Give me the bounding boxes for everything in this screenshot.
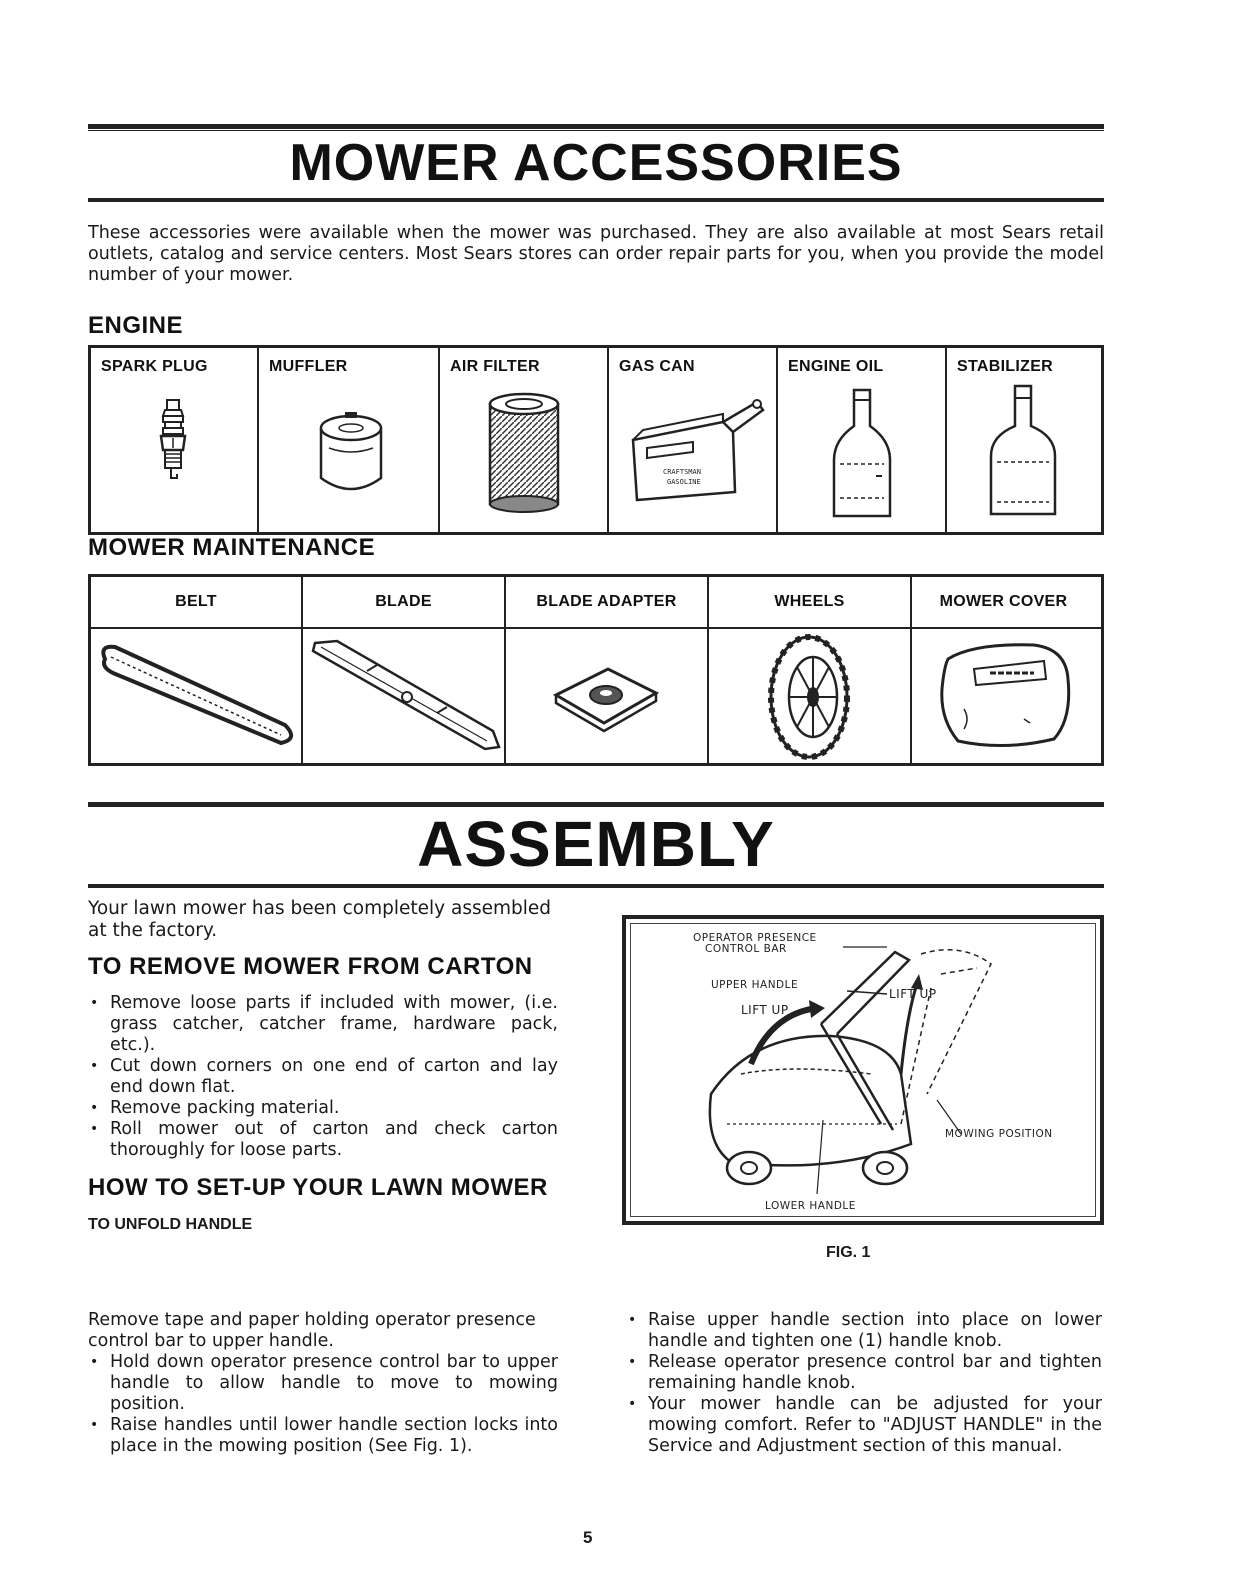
assembly-intro: Your lawn mower has been completely assembled at the factory. [88,898,552,941]
maint-label-blade: BLADE [303,577,506,627]
remove-mower-heading: TO REMOVE MOWER FROM CARTON [88,953,533,980]
list-item: • Remove loose parts if included with mower, (i.e. grass catcher, catcher frame, hardware pack, etc.). [88,993,558,1056]
engine-item-air-filter [440,348,609,532]
item-label: AIR FILTER [450,358,540,375]
engine-item-gas-can [609,348,778,532]
list-item: • Release operator presence control bar and tighten remaining handle knob. [626,1352,1102,1394]
setup-heading: HOW TO SET-UP YOUR LAWN MOWER [88,1174,548,1201]
assembly-right-column [626,1310,1102,1457]
maintenance-image-row [91,629,1101,763]
top-rule [88,124,1104,129]
maint-label-mower-cover: MOWER COVER [939,593,1068,610]
list-item: • Hold down operator presence control bar to upper handle to allow handle to move to mowing position. [88,1352,558,1415]
engine-item-muffler [259,348,440,532]
muffler-icon [315,408,387,498]
engine-item-engine-oil [778,348,947,532]
maint-label-belt: BELT [91,577,303,627]
stabilizer-bottle-icon [987,382,1059,520]
item-label: STABILIZER [957,358,1054,375]
maint-label-blade-adapter: BLADE ADAPTER [506,577,709,627]
item-label: ENGINE OIL [788,358,884,375]
label-lower-handle: LOWER HANDLE [765,1200,856,1212]
label-lift-up-left: LIFT UP [741,1003,789,1017]
assembly-underline [88,884,1104,888]
item-label: GAS CAN [619,358,695,375]
remove-steps-list [88,993,558,1161]
label-lift-up-right: LIFT UP [889,987,937,1001]
engine-item-stabilizer [947,348,1101,532]
engine-item-spark-plug [91,348,259,532]
item-label: SPARK PLUG [101,358,208,375]
assembly-left-column [88,898,558,1235]
mower-cover-icon [934,639,1074,753]
list-item: • Remove packing material. [88,1098,558,1119]
list-item: • Raise handles until lower handle section locks into place in the mowing position (See Fig. 1). [88,1415,558,1457]
air-filter-icon [484,392,564,514]
maint-item-wheels [709,629,912,763]
page-number: 5 [583,1528,593,1547]
blade-adapter-icon [552,665,660,733]
assembly-title: ASSEMBLY [417,808,775,880]
list-item: • Cut down corners on one end of carton and lay end down flat. [88,1056,558,1098]
wheel-icon [767,633,851,761]
unfold-handle-heading: TO UNFOLD HANDLE [88,1216,253,1233]
label-control-bar-line1: OPERATOR PRESENCE [693,932,817,944]
unfold-instructions [88,1310,558,1457]
list-item: • Roll mower out of carton and check carton thoroughly for loose parts. [88,1119,558,1161]
label-mowing-position: MOWING POSITION [945,1128,1053,1140]
maintenance-accessories-grid [88,574,1104,766]
blade-icon [307,637,503,757]
gas-can-label-1: CRAFTSMAN [663,468,701,476]
maint-item-blade-adapter [506,629,709,763]
list-item: • Your mower handle can be adjusted for your mowing comfort. Refer to "ADJUST HANDLE" in the Service and Adjustment section of this manual. [626,1394,1102,1457]
title-underline [88,198,1104,202]
engine-accessories-grid [88,345,1104,535]
figure-caption: FIG. 1 [826,1244,871,1261]
maint-item-belt [91,629,303,763]
label-upper-handle: UPPER HANDLE [711,979,799,991]
figure-1 [622,915,1104,1225]
item-label: MUFFLER [269,358,348,375]
gas-can-icon [623,392,769,504]
engine-heading: ENGINE [88,312,184,339]
maintenance-header-row [91,577,1101,629]
maint-item-blade [303,629,506,763]
maintenance-heading: MOWER MAINTENANCE [88,534,376,561]
spark-plug-icon [153,398,193,494]
oil-bottle-icon [830,386,894,520]
gas-can-label-2: GASOLINE [667,478,701,486]
belt-icon [95,639,299,753]
maint-label-wheels: WHEELS [709,577,912,627]
page-title: MOWER ACCESSORIES [289,134,903,192]
maint-item-mower-cover [912,629,1095,763]
unfold-intro: Remove tape and paper holding operator presence control bar to upper handle. [88,1310,536,1351]
mower-handle-diagram [631,924,1101,1222]
label-control-bar-line2: CONTROL BAR [705,943,787,955]
intro-paragraph: These accessories were available when the mower was purchased. They are also available at most Sears retail outlets, catalog and service centers. Most Sears stores can order repair parts for you, when you provide the model number of your mower. [88,223,1104,285]
list-item: • Raise upper handle section into place on lower handle and tighten one (1) handle knob. [626,1310,1102,1352]
unfold-steps-list [88,1352,558,1457]
handle-steps-list [626,1310,1102,1457]
